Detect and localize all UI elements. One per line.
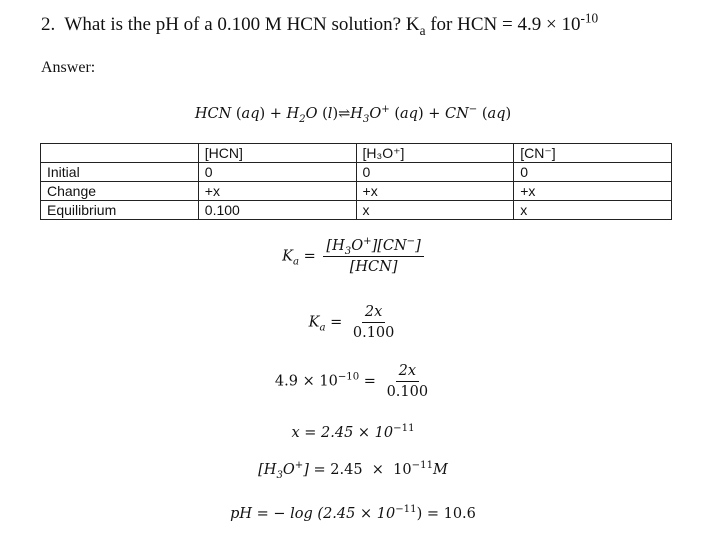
header-cell: [CN⁻]: [514, 144, 672, 163]
hydronium-exponent: −11: [411, 460, 434, 472]
table-cell: 0: [198, 163, 356, 182]
ph-result: [0, 506, 706, 522]
numeric-equation: [0, 363, 706, 400]
question-number: 2.: [41, 14, 56, 35]
table-cell: Equilibrium: [41, 201, 199, 220]
table-row: [41, 201, 672, 220]
table-cell: x: [356, 201, 514, 220]
x-solution: [0, 425, 706, 441]
question-text: What is the pH of a 0.100 M HCN solution? K: [64, 14, 420, 35]
table-row: [41, 182, 672, 201]
header-cell: [H₃O⁺]: [356, 144, 514, 163]
ka-substituted-equation: $K_a$ = $\frac{2x}{0.100}$: [0, 304, 706, 341]
x-solution-exponent: −11: [393, 423, 415, 435]
x-solution-text: x = 2.45 × 10: [291, 425, 394, 441]
times-sign: ×: [545, 14, 557, 35]
answer-label: Answer:: [41, 59, 96, 76]
ka-subscript: a: [419, 22, 426, 38]
numeric-lhs-exponent: −10: [337, 371, 360, 383]
question-base: 10: [556, 14, 581, 35]
table-cell: Change: [41, 182, 199, 201]
header-cell: [41, 144, 199, 163]
table-header-row: [41, 144, 672, 163]
ph-exponent: −11: [395, 504, 417, 516]
numeric-numerator: 2x: [396, 363, 419, 382]
table-cell: Initial: [41, 163, 199, 182]
table-cell: 0: [514, 163, 672, 182]
numeric-lhs: 4.9 × 10: [274, 373, 338, 390]
table-cell: +x: [198, 182, 356, 201]
ice-table: [40, 143, 672, 220]
ph-lhs: pH = − log (2.45 × 10: [230, 506, 396, 522]
equals-sign: =: [363, 373, 376, 390]
table-cell: +x: [514, 182, 672, 201]
numeric-fraction: [384, 363, 432, 400]
table-cell: x: [514, 201, 672, 220]
header-cell: [HCN]: [198, 144, 356, 163]
table-cell: 0: [356, 163, 514, 182]
question: [41, 10, 599, 38]
table-cell: 0.100: [198, 201, 356, 220]
ka-expression-equation: $K_a$ = $\frac{[H_3O^+][CN^-]}{\text{[HCN]}}$: [0, 238, 706, 275]
table-cell: +x: [356, 182, 514, 201]
reaction-equation: HCN $(aq) + H_2O$ $(l)\rightleftharpoons H_3O^+$ (aq) + CN− (aq): [194, 104, 512, 125]
ph-rhs: ) = 10.6: [416, 506, 476, 522]
question-exponent: -10: [580, 10, 599, 26]
hydronium-concentration: $[H_3O^+] = 2.45 \times 10^{-11}M$: [258, 460, 448, 481]
question-mid: for HCN = 4.9: [425, 14, 546, 35]
ka-substituted-fraction: $\frac{2x}{0.100}$: [352, 304, 395, 341]
numeric-denominator: 0.100: [386, 384, 429, 400]
table-row: [41, 163, 672, 182]
ka-fraction: $\frac{[H_3O^+][CN^-]}{\text{[HCN]}}$: [323, 238, 423, 275]
